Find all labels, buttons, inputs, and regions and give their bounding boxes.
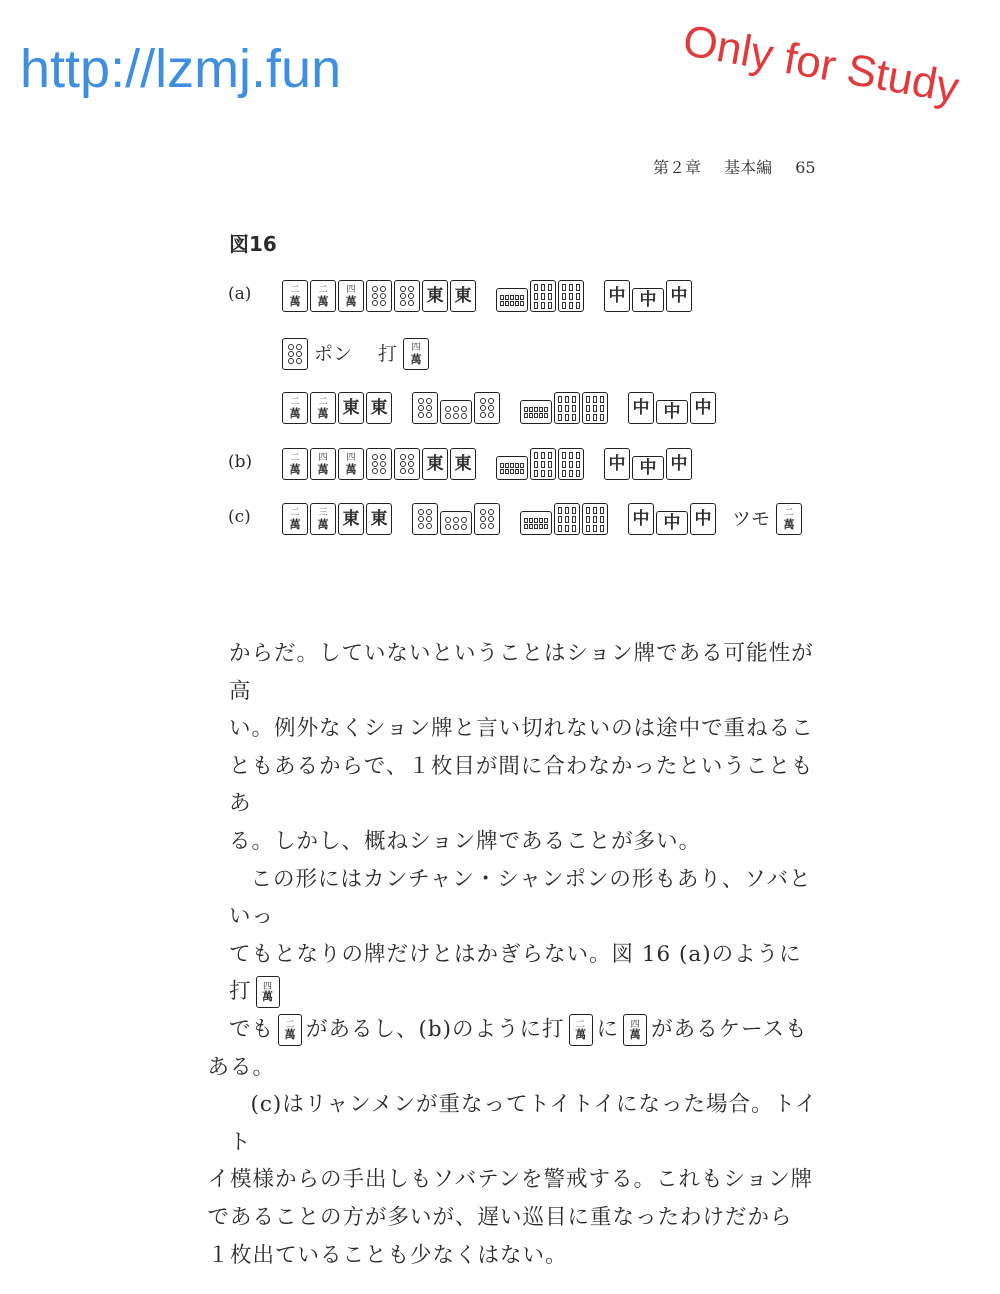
pon-label: ポン bbox=[314, 343, 353, 365]
hand-row-b bbox=[282, 446, 712, 480]
watermark-study: Only for Study bbox=[679, 16, 963, 113]
sou-9-tile bbox=[554, 392, 580, 424]
sou-9-tile bbox=[558, 280, 584, 312]
red-dragon-group bbox=[604, 280, 694, 312]
pin-6-tile bbox=[394, 448, 420, 480]
pin-meld-group bbox=[412, 392, 502, 424]
page-number: 65 bbox=[795, 158, 816, 177]
text-line: に bbox=[596, 1016, 620, 1042]
red-dragon-tile: 中 bbox=[666, 448, 692, 480]
red-dragon-tile-sideways: 中 bbox=[632, 288, 664, 312]
text-line: てもとなりの牌だけとはかぎらない。図 16 (a)のように打 bbox=[229, 941, 802, 1005]
section-label: 基本編 bbox=[724, 158, 773, 177]
paragraph bbox=[207, 861, 819, 1087]
man-4-tile: 四 萬 bbox=[623, 1014, 647, 1046]
east-tile: 東 bbox=[450, 280, 476, 312]
red-dragon-tile: 中 bbox=[666, 280, 692, 312]
man-2-tile: 二 萬 bbox=[282, 448, 308, 480]
hand-row-c bbox=[282, 501, 804, 535]
man-2-tile: 二 萬 bbox=[569, 1014, 593, 1046]
sou-group bbox=[496, 448, 586, 480]
man-2-tile: 二 萬 bbox=[310, 392, 336, 424]
east-tile: 東 bbox=[338, 503, 364, 535]
pin-6-tile bbox=[366, 448, 392, 480]
pin-meld-group bbox=[412, 503, 502, 535]
text-line: からだ。していないということはション牌である可能性が高 bbox=[229, 641, 814, 704]
watermark-url: http://lzmj.fun bbox=[20, 39, 342, 99]
red-dragon-tile-sideways: 中 bbox=[632, 456, 664, 480]
text-line: (c)はリャンメンが重なってトイトイになった場合。トイト bbox=[229, 1092, 818, 1155]
red-dragon-group bbox=[628, 503, 718, 535]
man-4-tile: 四 萬 bbox=[338, 448, 364, 480]
sou-9-tile-sideways bbox=[520, 400, 552, 424]
red-dragon-tile: 中 bbox=[690, 392, 716, 424]
sou-group bbox=[496, 280, 586, 312]
row-label-a: (a) bbox=[228, 284, 252, 304]
man-2-tile: 二 萬 bbox=[282, 503, 308, 535]
man-2-tile: 二 萬 bbox=[278, 1014, 302, 1046]
sou-9-tile bbox=[582, 392, 608, 424]
red-dragon-tile: 中 bbox=[604, 280, 630, 312]
east-tile: 東 bbox=[422, 448, 448, 480]
man-2-tile: 二 萬 bbox=[776, 503, 802, 535]
hand-row-a bbox=[282, 278, 712, 312]
man-group bbox=[282, 503, 394, 535]
man-2-tile: 二 萬 bbox=[282, 280, 308, 312]
east-tile: 東 bbox=[366, 392, 392, 424]
man-group bbox=[282, 392, 394, 424]
man-group bbox=[282, 280, 478, 312]
east-tile: 東 bbox=[338, 392, 364, 424]
sou-9-tile bbox=[582, 503, 608, 535]
pin-6-tile bbox=[474, 392, 500, 424]
red-dragon-group bbox=[628, 392, 718, 424]
sou-9-tile bbox=[558, 448, 584, 480]
paragraph bbox=[207, 1086, 819, 1274]
sou-9-tile bbox=[530, 448, 556, 480]
after-pon-row bbox=[282, 390, 736, 424]
body-text bbox=[207, 635, 819, 1274]
sou-group bbox=[520, 503, 610, 535]
discard-label: 打 bbox=[378, 343, 398, 365]
sou-group bbox=[520, 392, 610, 424]
sou-9-tile-sideways bbox=[520, 511, 552, 535]
man-4-tile: 四 萬 bbox=[310, 448, 336, 480]
pin-6-tile bbox=[394, 280, 420, 312]
man-4-tile: 四 萬 bbox=[256, 976, 280, 1008]
row-label-b: (b) bbox=[228, 452, 253, 472]
text-line: る。しかし、概ねション牌であることが多い。 bbox=[229, 828, 702, 854]
paragraph bbox=[229, 635, 819, 861]
east-tile: 東 bbox=[422, 280, 448, 312]
pin-6-tile bbox=[412, 392, 438, 424]
red-dragon-tile: 中 bbox=[690, 503, 716, 535]
text-line: があるケースも bbox=[651, 1016, 808, 1042]
sou-9-tile bbox=[530, 280, 556, 312]
text-line: い。例外なくション牌と言い切れないのは途中で重ねるこ bbox=[229, 716, 814, 742]
text-line: であることの方が多いが、遅い巡目に重なったわけだから bbox=[207, 1204, 793, 1230]
pin-6-tile bbox=[282, 338, 308, 370]
pon-row bbox=[282, 336, 431, 370]
running-head bbox=[653, 155, 816, 178]
red-dragon-tile: 中 bbox=[628, 392, 654, 424]
text-line: ある。 bbox=[207, 1054, 276, 1080]
red-dragon-tile: 中 bbox=[628, 503, 654, 535]
text-line: ともあるからで、１枚目が間に合わなかったということもあ bbox=[229, 753, 814, 817]
pin-6-tile bbox=[474, 503, 500, 535]
red-dragon-tile-sideways: 中 bbox=[656, 511, 688, 535]
row-label-c: (c) bbox=[228, 507, 251, 527]
man-2-tile: 二 萬 bbox=[310, 280, 336, 312]
text-line: でも bbox=[229, 1016, 275, 1042]
pin-6-tile-sideways bbox=[440, 400, 472, 424]
man-3-tile: 三 萬 bbox=[310, 503, 336, 535]
figure-title: 図16 bbox=[229, 232, 277, 256]
text-line: この形にはカンチャン・シャンポンの形もあり、ソバといっ bbox=[229, 866, 812, 930]
east-tile: 東 bbox=[450, 448, 476, 480]
sou-9-tile-sideways bbox=[496, 456, 528, 480]
pin-6-tile-sideways bbox=[440, 511, 472, 535]
sou-9-tile-sideways bbox=[496, 288, 528, 312]
red-dragon-group bbox=[604, 448, 694, 480]
text-line: があるし、(b)のように打 bbox=[306, 1016, 565, 1042]
chapter-label: 第２章 bbox=[653, 158, 702, 177]
pin-6-tile bbox=[366, 280, 392, 312]
man-4-tile: 四 萬 bbox=[403, 338, 429, 370]
text-line: イ模様からの手出しもソバテンを警戒する。これもション牌 bbox=[207, 1167, 814, 1193]
man-4-tile: 四 萬 bbox=[338, 280, 364, 312]
east-tile: 東 bbox=[366, 503, 392, 535]
pin-6-tile bbox=[412, 503, 438, 535]
sou-9-tile bbox=[554, 503, 580, 535]
man-group bbox=[282, 448, 478, 480]
red-dragon-tile: 中 bbox=[604, 448, 630, 480]
text-line: １枚出ていることも少なくはない。 bbox=[207, 1242, 568, 1268]
tsumo-label: ツモ bbox=[732, 508, 771, 530]
man-2-tile: 二 萬 bbox=[282, 392, 308, 424]
red-dragon-tile-sideways: 中 bbox=[656, 400, 688, 424]
